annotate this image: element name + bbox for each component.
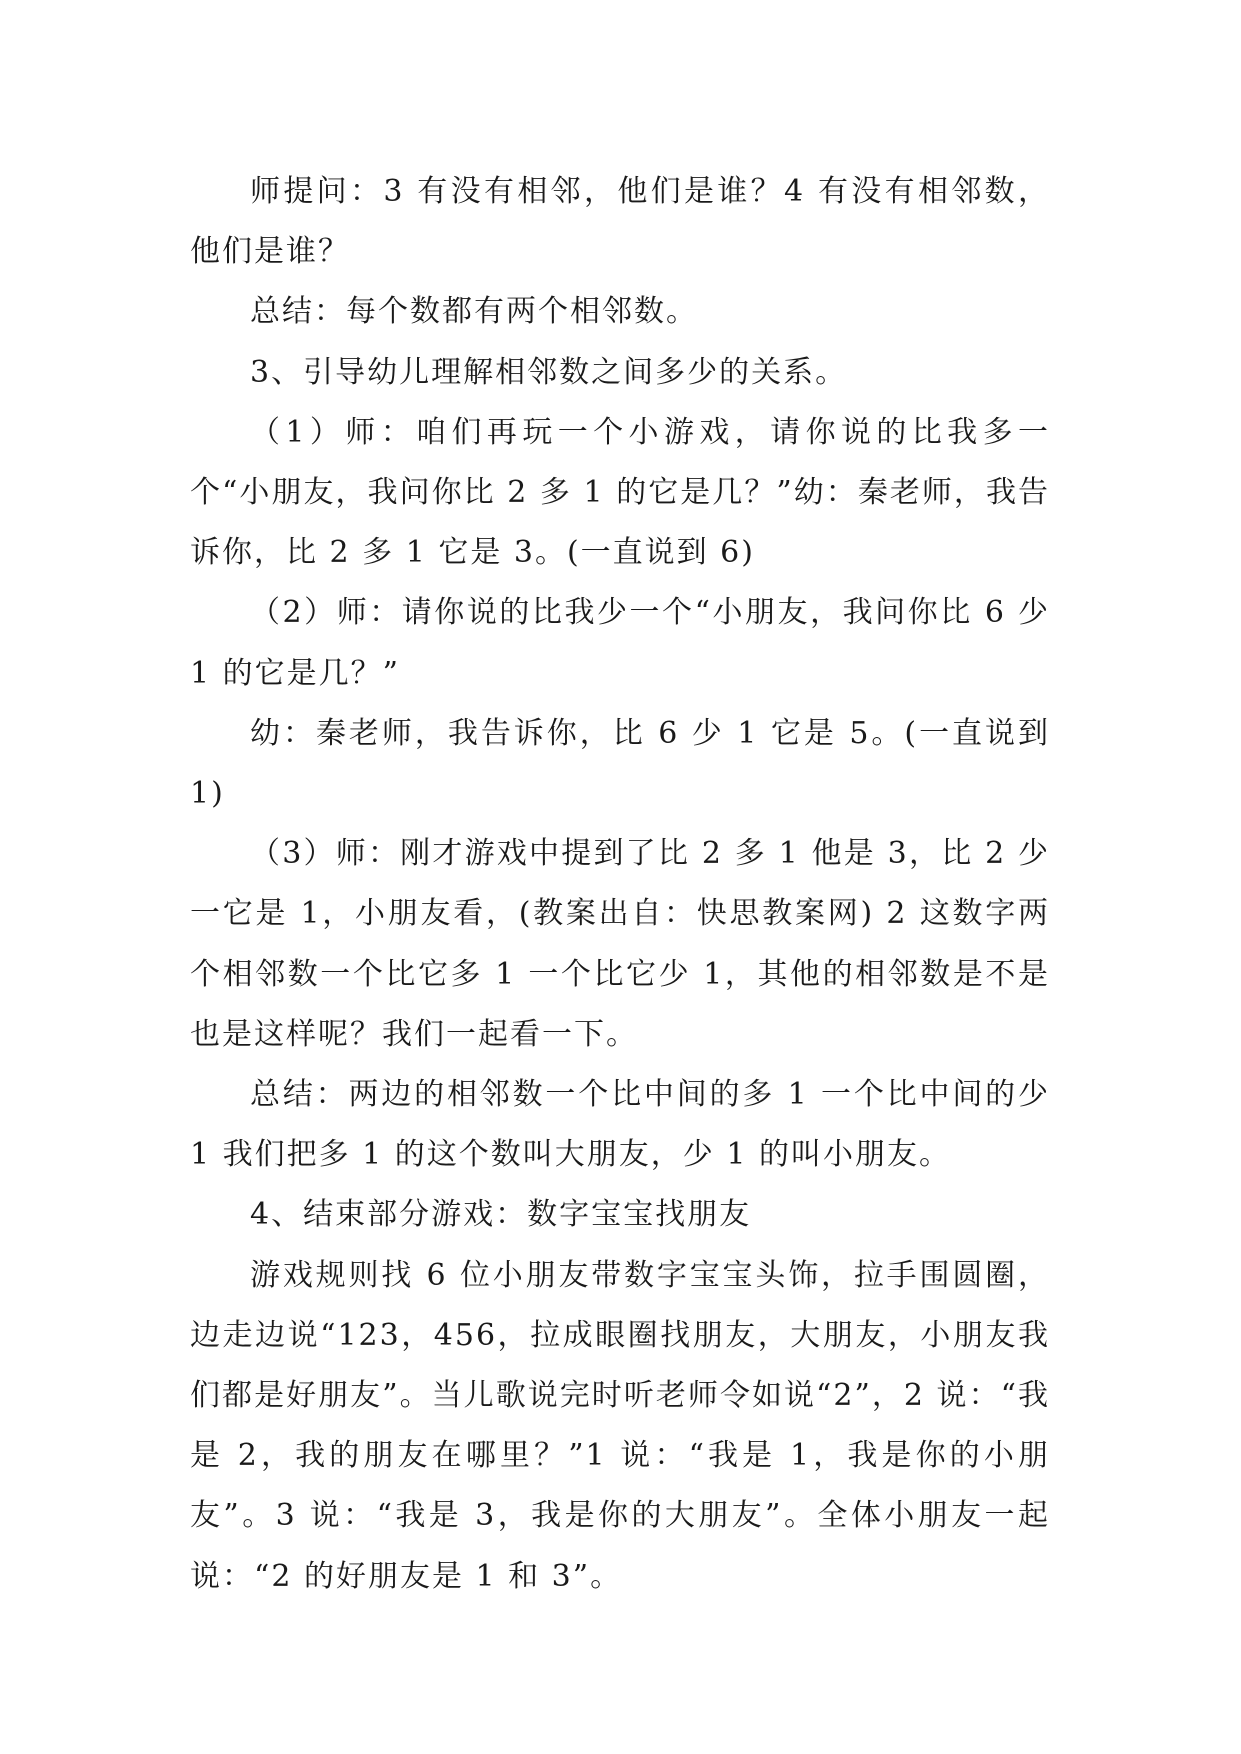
paragraph-step-4-heading: 4、结束部分游戏：数字宝宝找朋友 (250, 1197, 752, 1233)
paragraph-child-answer: 幼：秦老师，我告诉你，比 6 少 1 它是 5。(一直说到 1) (190, 715, 1050, 812)
paragraph-step-3-3: （3）师：刚才游戏中提到了比 2 多 1 他是 3，比 2 少一它是 1，小朋友看，(教案出自：快思教案网) 2 这数字两个相邻数一个比它多 1 一个比它少 1，其他的相邻数是不是也是这样呢？我们一起看一下。 (190, 836, 1050, 1052)
paragraph-step-3-2: （2）师：请你说的比我少一个“小朋友，我问你比 6 少 1 的它是几？” (190, 595, 1050, 691)
paragraph-step-3-1: （1）师：咱们再玩一个小游戏，请你说的比我多一个“小朋友，我问你比 2 多 1 的它是几？”幼：秦老师，我告诉你，比 2 多 1 它是 3。(一直说到 6) (190, 414, 1050, 571)
document-body (190, 162, 1050, 1607)
paragraph-summary-1: 总结：每个数都有两个相邻数。 (250, 294, 698, 330)
paragraph-teacher-question: 师提问：3 有没有相邻，他们是谁？4 有没有相邻数，他们是谁？ (190, 174, 1050, 270)
paragraph-step-3-heading: 3、引导幼儿理解相邻数之间多少的关系。 (250, 354, 848, 390)
paragraph-game-rules: 游戏规则找 6 位小朋友带数字宝宝头饰，拉手围圆圈，边走边说“123，456，拉成眼圈找朋友，大朋友，小朋友我们都是好朋友”。当儿歌说完时听老师令如说“2”，2 说：“我是 2，我的朋友在哪里？”1 说：“我是 1，我是你的小朋友”。3 说：“我是 3，我是你的大朋友”。全体小朋友一起说：“2 的好朋友是 1 和 3”。 (190, 1257, 1050, 1594)
paragraph-summary-2: 总结：两边的相邻数一个比中间的多 1 一个比中间的少 1 我们把多 1 的这个数叫大朋友，少 1 的叫小朋友。 (190, 1077, 1050, 1173)
